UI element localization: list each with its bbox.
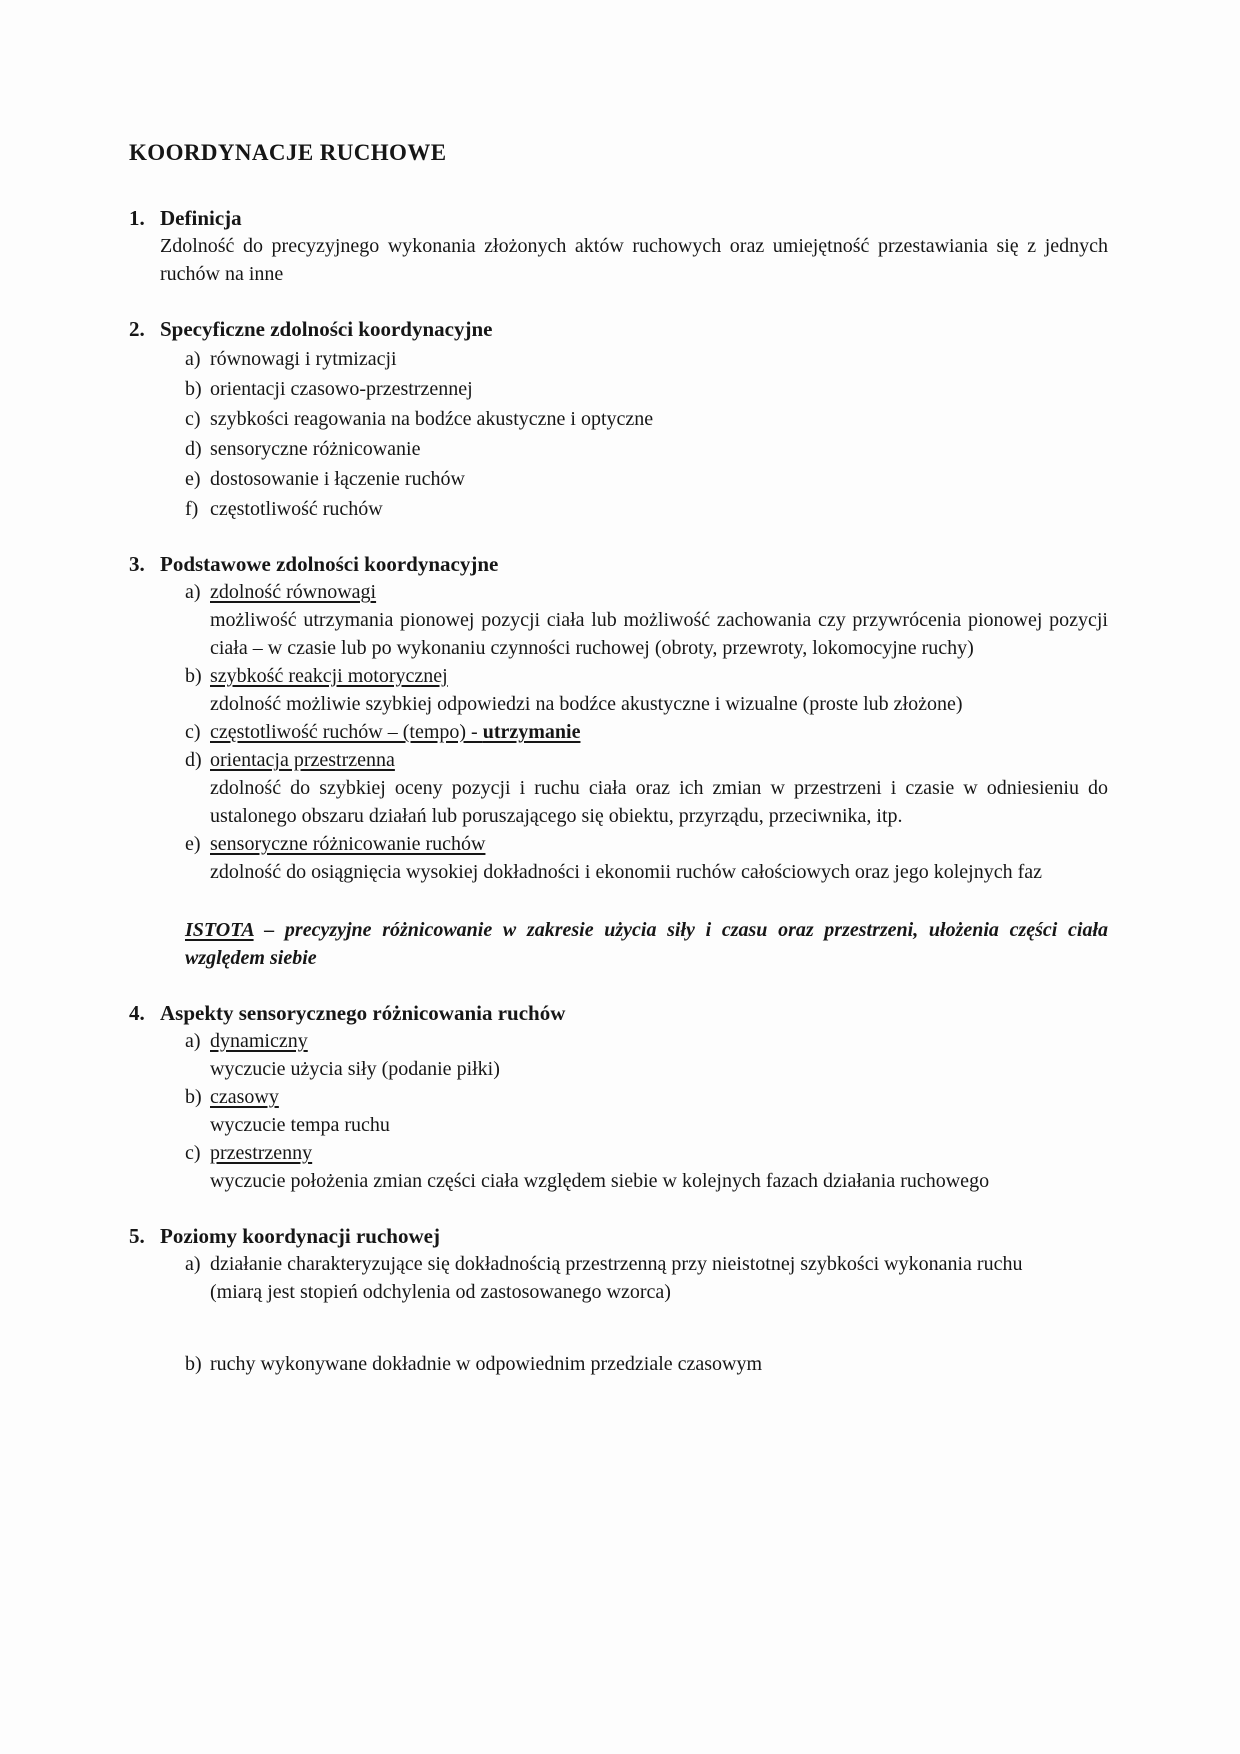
item-marker: b) (185, 378, 202, 400)
item-marker: a) (185, 348, 201, 370)
item-marker: b) (185, 1353, 202, 1375)
item-marker: e) (185, 833, 201, 855)
item-term: orientacja przestrzenna (210, 749, 395, 771)
item-description: wyczucie tempa ruchu (210, 1114, 390, 1136)
istota-text: – precyzyjne różnicowanie w zakresie użycia siły i czasu oraz przestrzeni, ułożenia części ciała względem siebie (185, 919, 1108, 969)
section-number: 5. (129, 1224, 145, 1248)
item-note: (miarą jest stopień odchylenia od zastosowanego wzorca) (210, 1281, 671, 1303)
section-number: 2. (129, 317, 145, 341)
item-text: równowagi i rytmizacji (210, 348, 397, 370)
item-marker: b) (185, 1086, 202, 1108)
section-heading-text: Podstawowe zdolności koordynacyjne (160, 552, 499, 576)
list-item-e (185, 830, 1108, 886)
list-item-a (185, 1250, 1108, 1306)
item-text: orientacji czasowo-przestrzennej (210, 378, 473, 400)
item-text: dostosowanie i łączenie ruchów (210, 468, 465, 490)
item-marker: d) (185, 749, 202, 771)
section-heading (129, 550, 1108, 578)
list-item-c (185, 405, 1108, 433)
definition-paragraph: Zdolność do precyzyjnego wykonania złożonych aktów ruchowych oraz umiejętność przestawiania się z jednych ruchów na inne (160, 235, 1108, 285)
section-specyficzne-zdolnosci (129, 315, 1108, 523)
item-term: przestrzenny (210, 1142, 313, 1164)
list-item-b (185, 1083, 1108, 1139)
item-text: szybkości reagowania na bodźce akustyczne i optyczne (210, 408, 654, 430)
item-marker: a) (185, 581, 201, 603)
list-item-b (185, 375, 1108, 403)
section-podstawowe-zdolnosci (129, 550, 1108, 972)
item-content (210, 1027, 1108, 1083)
section-number: 4. (129, 1001, 145, 1025)
section-poziomy-koordynacji (129, 1222, 1108, 1378)
item-content (210, 578, 1108, 662)
section-number: 3. (129, 552, 145, 576)
item-marker: d) (185, 438, 202, 460)
item-term: czasowy (210, 1086, 279, 1108)
list-item-a (185, 578, 1108, 662)
item-description: zdolność możliwie szybkiej odpowiedzi na bodźce akustyczne i wizualne (proste lub złożone) (210, 693, 963, 715)
item-description: możliwość utrzymania pionowej pozycji ciała lub możliwość zachowania czy przywrócenia pionowej pozycji ciała – w czasie lub po wykonaniu czynności ruchowej (obroty, przewroty, lokomocyjne ruchy) (210, 609, 1108, 659)
item-term: zdolność równowagi (210, 581, 377, 603)
item-description: zdolność do szybkiej oceny pozycji i ruchu ciała oraz ich zmian w przestrzeni i czasie w odniesieniu do ustalonego obszaru działań lub poruszającego się obiektu, przyrządu, przeciwnika, itp. (210, 777, 1108, 827)
item-marker: c) (185, 408, 201, 430)
section-definicja (129, 204, 1108, 288)
list-item-d (185, 746, 1108, 830)
istota-lead: ISTOTA (185, 919, 254, 941)
item-marker: f) (185, 498, 199, 520)
list-item-a (185, 345, 1108, 373)
section-heading-text: Aspekty sensorycznego różnicowania ruchów (160, 1001, 566, 1025)
list-item-c (185, 1139, 1108, 1195)
list-item-b (185, 1350, 1108, 1378)
item-content (210, 718, 1108, 746)
list-item-e (185, 465, 1108, 493)
item-term: sensoryczne różnicowanie ruchów (210, 833, 486, 855)
item-term-emphasis: utrzymanie (482, 721, 581, 743)
item-content (210, 1250, 1108, 1306)
item-term: dynamiczny (210, 1030, 308, 1052)
item-description: zdolność do osiągnięcia wysokiej dokładności i ekonomii ruchów całościowych oraz jego kolejnych faz (210, 861, 1042, 883)
section-heading (129, 999, 1108, 1027)
list-item-a (185, 1027, 1108, 1083)
section-heading-text: Definicja (160, 206, 242, 230)
list-item-f (185, 495, 1108, 523)
section-number: 1. (129, 206, 145, 230)
list-item-c (185, 718, 1108, 746)
item-description: wyczucie użycia siły (podanie piłki) (210, 1058, 500, 1080)
section-heading-text: Poziomy koordynacji ruchowej (160, 1224, 440, 1248)
section-heading (129, 204, 1108, 232)
document-title: KOORDYNACJE RUCHOWE (129, 140, 447, 165)
section-aspekty-sensoryczne (129, 999, 1108, 1195)
item-text: ruchy wykonywane dokładnie w odpowiednim przedziale czasowym (210, 1353, 763, 1375)
item-marker: c) (185, 721, 201, 743)
item-term-prefix: częstotliwość ruchów – (tempo) - (210, 721, 483, 743)
item-term (210, 718, 1108, 746)
item-text: działanie charakteryzujące się dokładnością przestrzenną przy nieistotnej szybkości wykonania ruchu (210, 1253, 1023, 1275)
item-content (210, 746, 1108, 830)
section-heading-text: Specyficzne zdolności koordynacyjne (160, 317, 493, 341)
item-term: szybkość reakcji motorycznej (210, 665, 448, 687)
item-text: sensoryczne różnicowanie (210, 438, 421, 460)
section-heading (129, 1222, 1108, 1250)
item-content (210, 1139, 1108, 1195)
item-description: wyczucie położenia zmian części ciała względem siebie w kolejnych fazach działania ruchowego (210, 1170, 990, 1192)
list-item-d (185, 435, 1108, 463)
item-marker: c) (185, 1142, 201, 1164)
item-marker: b) (185, 665, 202, 687)
list-item-b (185, 662, 1108, 718)
item-marker: a) (185, 1253, 201, 1275)
istota-note (185, 916, 1108, 972)
item-text: częstotliwość ruchów (210, 498, 383, 520)
item-content (210, 662, 1108, 718)
item-content (210, 830, 1108, 886)
item-content (210, 1083, 1108, 1139)
item-marker: a) (185, 1030, 201, 1052)
section-heading (129, 315, 1108, 343)
item-marker: e) (185, 468, 201, 490)
